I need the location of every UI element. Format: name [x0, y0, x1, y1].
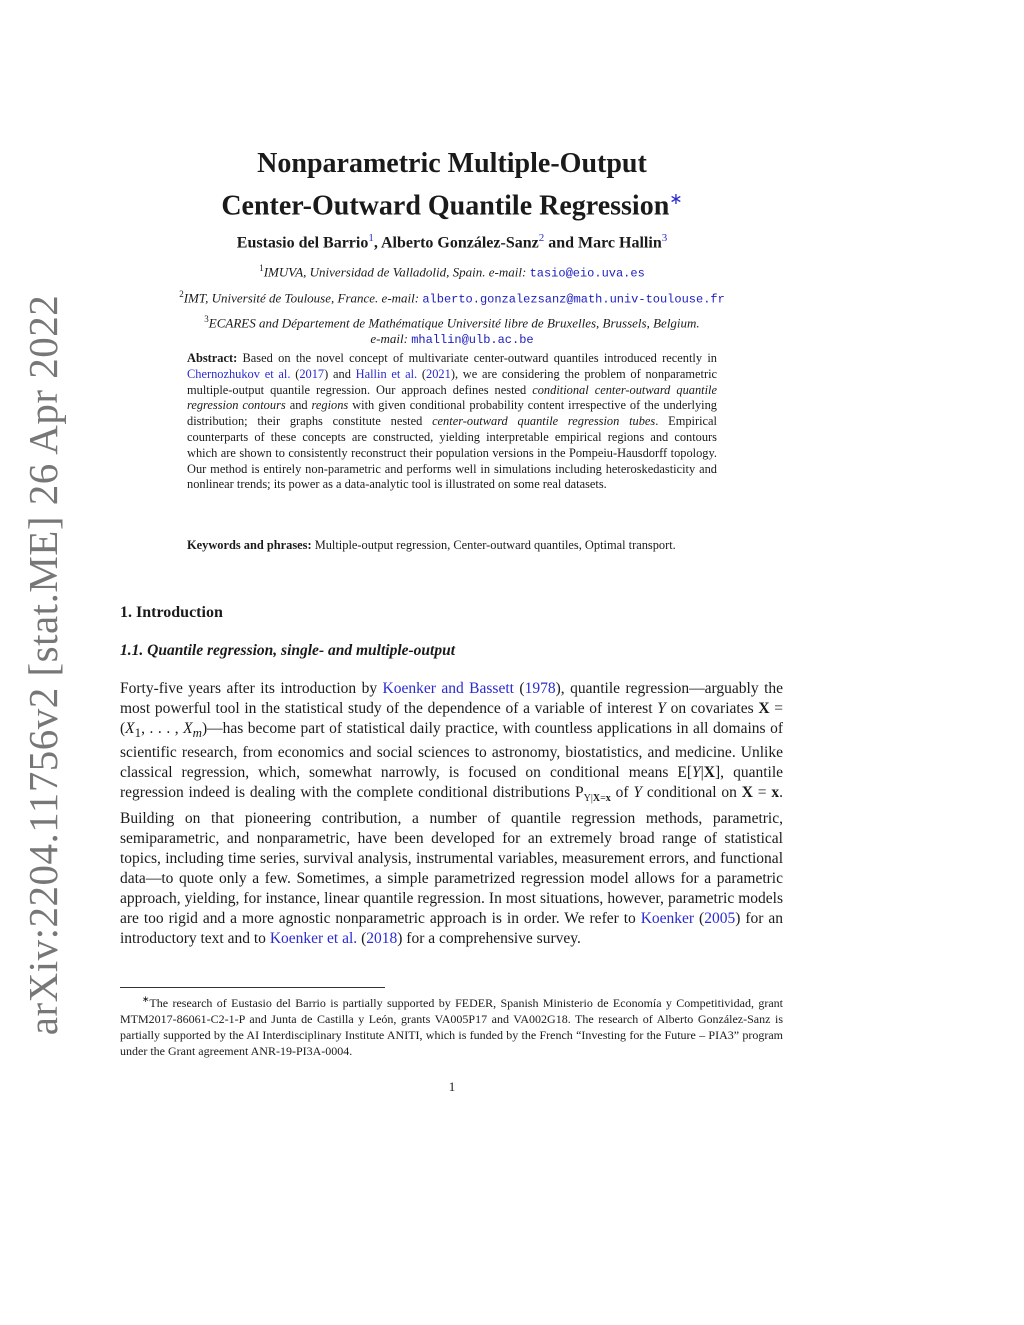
- email-link[interactable]: tasio@eio.uva.es: [529, 266, 645, 281]
- author-list: Eustasio del Barrio$^1$, Alberto González-Sanz$^2$ and Marc Hallin$^3$: [236, 232, 668, 252]
- introduction-paragraph: Forty-five years after its introduction by Koenker and Bassett (1978), quantile regression—arguably the most powerful tool in the statistical study of the dependence of a variable of interest Y on covariates $X = (X_1$, . . . , $X_m)—has$ become part of statistical daily practice, with countless applications in all domains of scientific research, from economics and social sciences to astronomy, biostatistics, and medicine. Unlike classical regression, which, somewhat narrowly, is focused on conditional means E[Y|X], quantile regression indeed is dealing with the complete conditional distributions $P_{Y|X=x}$ of Y conditional on X = x. Building on that pioneering contribution, a number of quantile regression methods, parametric, semiparametric, and nonparametric, have been developed for an extremely broad range of statistical topics, including time series, survival analysis, instrumental variables, measurement errors, and functional data—to quote only a few. Sometimes, a simple parametrized regression model allows for a parametric approach, yielding, for instance, linear quantile regression. In most situations, however, parametric models are too rigid and a more agnostic nonparametric approach is in order. We refer to Koenker (2005) for an introductory text and to Koenker et al. (2018) for a comprehensive survey.: [120, 680, 784, 948]
- citation-year-link[interactable]: 2021: [426, 366, 451, 381]
- abstract-label: Abstract:: [187, 351, 238, 365]
- citation-link[interactable]: Koenker: [640, 910, 695, 928]
- abstract: Abstract: Based on the novel concept of multivariate center-outward quantiles introduced recently in Chernozhukov et al. (2017) and Hallin et al. (2021), we are considering the problem of nonparametric multiple-output quantile regression. Our approach defines nested conditional center-outward quantile regression contours and regions with given conditional probability content irrespective of the underlying distribution; their graphs constitute nested center-outward quantile regression tubes. Empirical counterparts of these concepts are constructed, yielding interpretable empirical regions and contours which are shown to consistently reconstruct their population versions in the Pompeiu-Hausdorff topology. Our method is entirely non-parametric and performs well in simulations including heteroskedasticity and nonlinear trends; its power as a data-analytic tool is illustrated on some real datasets.: [187, 351, 718, 492]
- author-name: Alberto González-Sanz: [380, 234, 539, 252]
- author-name: Eustasio del Barrio: [236, 234, 369, 252]
- email-link[interactable]: alberto.gonzalezsanz@math.univ-toulouse.fr: [422, 292, 725, 307]
- title-footnote-link[interactable]: ∗: [669, 191, 683, 208]
- citation-link[interactable]: Koenker et al.: [269, 930, 358, 948]
- page-number: 1: [448, 1079, 456, 1094]
- citation-year-link[interactable]: 2018: [366, 930, 398, 948]
- citation-link[interactable]: Chernozhukov et al.: [187, 366, 291, 381]
- affiliation-3: $^3$ECARES and Département de Mathématique Université libre de Bruxelles, Brussels, Belgium. e-mail: mhallin@ulb.ac.be: [204, 314, 700, 348]
- affiliation-2: $^2$IMT, Université de Toulouse, France. e-mail: alberto.gonzalezsanz@math.univ-toulouse.fr: [179, 289, 725, 307]
- citation-year-link[interactable]: 2017: [299, 366, 325, 381]
- citation-link[interactable]: Koenker and Bassett: [382, 680, 514, 697]
- email-link[interactable]: mhallin@ulb.ac.be: [411, 333, 534, 348]
- citation-year-link[interactable]: 1978: [524, 680, 556, 697]
- title-line-2: Center-Outward Quantile Regression∗: [221, 190, 683, 222]
- citation-link[interactable]: Hallin et al.: [355, 366, 418, 381]
- section-heading: 1. Introduction: [120, 604, 223, 621]
- keywords: Keywords and phrases: Multiple-output regression, Center-outward quantiles, Optimal transport.: [187, 538, 676, 552]
- footnote: ∗The research of Eustasio del Barrio is partially supported by FEDER, Spanish Ministerio de Economía y Competitividad, grant MTM2017-86061-C2-1-P and Junta de Castilla y León, grants VA005P17 and VA002G18. The research of Alberto González-Sanz is partially supported by the AI Interdisciplinary Institute ANITI, which is funded by the French “Investing for the Future – PIA3” program under the Grant agreement ANR-19-PI3A-0004.: [120, 994, 783, 1058]
- affiliation-link[interactable]: 1: [368, 232, 374, 244]
- arxiv-sidebar-stamp: [14, 294, 72, 1036]
- affiliation-1: $^1$IMUVA, Universidad de Valladolid, Spain. e-mail: tasio@eio.uva.es: [259, 263, 645, 281]
- affiliation-link[interactable]: 3: [661, 232, 668, 244]
- arxiv-id: arXiv:2204.11756v2 [stat.ME] 26 Apr 2022: [20, 294, 66, 1036]
- footnote-mark: ∗: [141, 994, 150, 1004]
- citation-year-link[interactable]: 2005: [704, 910, 736, 928]
- subsection-heading: 1.1. Quantile regression, single- and multiple-output: [120, 642, 456, 659]
- title-line-1: Nonparametric Multiple-Output: [257, 148, 647, 179]
- affiliation-link[interactable]: 2: [538, 232, 545, 244]
- author-name: Marc Hallin: [578, 234, 662, 252]
- keywords-label: Keywords and phrases:: [187, 538, 312, 552]
- footnote-rule: [120, 987, 385, 988]
- paper-title: [120, 146, 784, 224]
